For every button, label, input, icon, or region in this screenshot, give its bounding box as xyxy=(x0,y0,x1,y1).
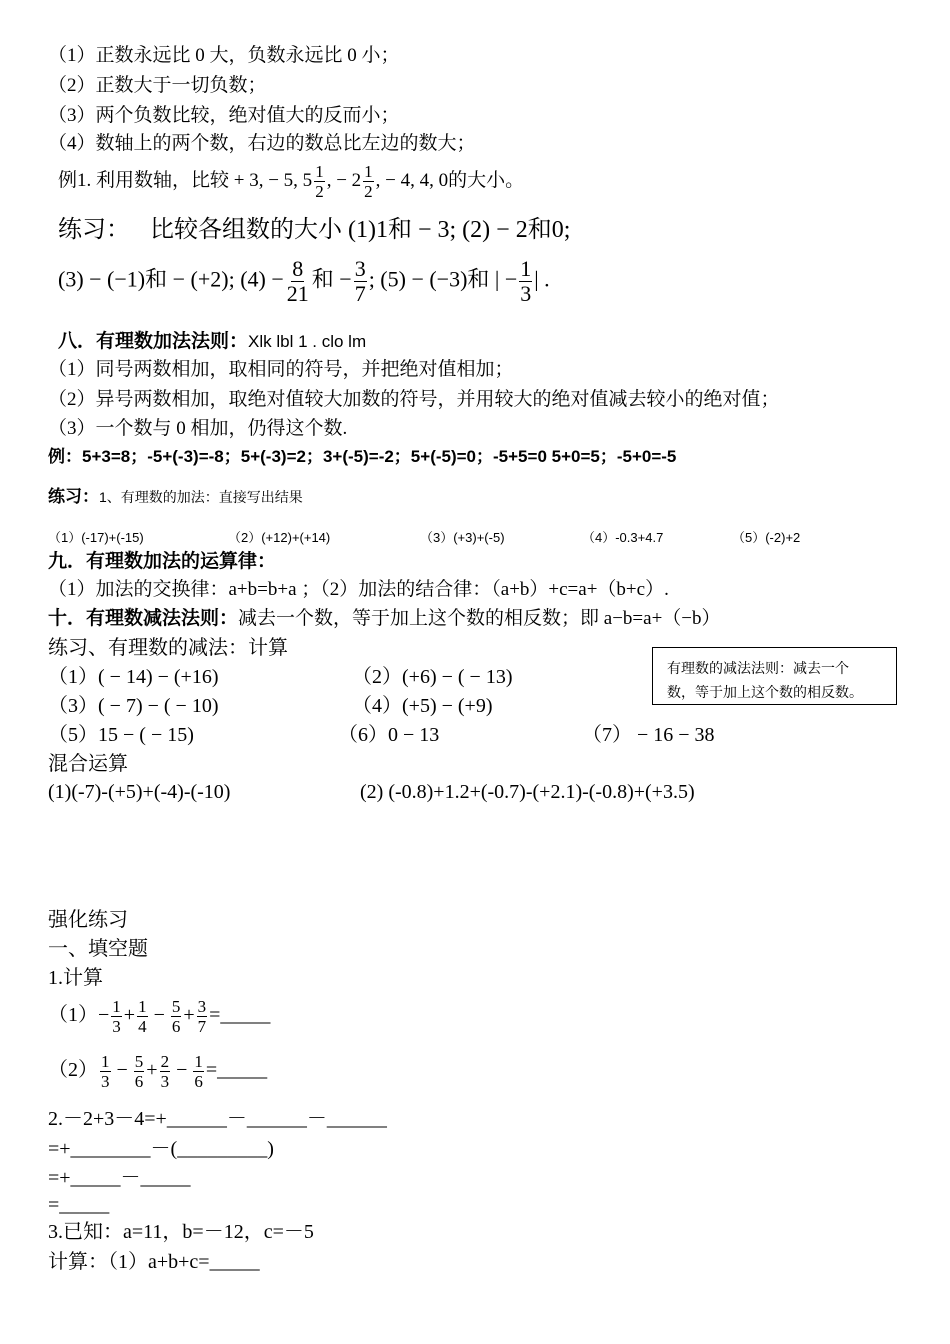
subtraction-item: （2）(+6) − ( − 13) xyxy=(352,666,513,688)
fraction: $\frac{1}{3}$ xyxy=(520,256,532,306)
section-10-heading xyxy=(48,609,721,628)
q2-line: =_____ xyxy=(48,1194,110,1216)
operator: + xyxy=(146,1059,158,1082)
fraction: $\frac{3}{7}$ xyxy=(354,256,366,306)
fill-blank-title: 一、填空题 xyxy=(48,938,148,960)
fraction: $\frac{5}{6}$ xyxy=(134,1052,144,1091)
fraction: $\frac{1}{3}$ xyxy=(101,1052,110,1091)
fraction: $\frac{1}{2}$ xyxy=(364,162,373,201)
practice-1b xyxy=(58,258,550,305)
practice-1b-part: (3) − (−1)和 − (+2); (4) − xyxy=(58,266,284,292)
practice-label: 练习： xyxy=(48,487,99,506)
addition-item: （1）(-17)+(-15) xyxy=(48,530,144,545)
practice-1-text: 比较各组数的大小 (1)1和 − 3; (2) − 2和0; xyxy=(150,217,571,243)
operator: + xyxy=(123,1004,136,1027)
section-8-title: 八．有理数加法法则： xyxy=(58,331,249,352)
fraction: $\frac{1}{4}$ xyxy=(138,997,147,1036)
mixed-q2: (2) (-0.8)+1.2+(-0.7)-(+2.1)-(-0.8)+(+3.5) xyxy=(360,781,695,803)
subtraction-practice-title: 练习、有理数的减法：计算 xyxy=(48,637,288,659)
subtraction-rule-box xyxy=(652,647,897,705)
answer-blank: =_____ xyxy=(209,1004,271,1027)
practice-1b-part: ; (5) − (−3)和 | − xyxy=(368,266,518,292)
q3-given: 3.已知：a=11，b=－12，c=－5 xyxy=(48,1221,314,1243)
watermark-text: Xlk lbl 1 . clo lm xyxy=(248,332,367,351)
q-label: （2） xyxy=(48,1059,98,1082)
fraction: $\frac{2}{3}$ xyxy=(160,1052,170,1091)
rule-line: （1）同号两数相加，取相同的符号，并把绝对值相加； xyxy=(48,359,514,380)
rule-line: （4）数轴上的两个数，右边的数总比左边的数大； xyxy=(48,133,476,154)
addition-item: （3）(+3)+(-5) xyxy=(420,530,505,545)
rule-line: （3）一个数与 0 相加，仍得这个数. xyxy=(48,418,348,439)
fraction: $\frac{8}{21}$ xyxy=(286,256,309,306)
example-1 xyxy=(58,163,524,200)
subtraction-item: （4）(+5) − (+9) xyxy=(352,695,493,717)
subtraction-item: （3）( − 7) − ( − 10) xyxy=(48,695,219,717)
rule-line: （2）异号两数相加，取绝对值较大加数的符号，并用较大的绝对值减去较小的绝对值； xyxy=(48,389,780,410)
answer-blank: =_____ xyxy=(205,1059,268,1082)
subtraction-item: （7） − 16 − 38 xyxy=(582,724,715,746)
q1-part-2 xyxy=(48,1053,267,1090)
q3-calc: 计算：（1）a+b+c=_____ xyxy=(48,1251,260,1273)
example-1-suffix: , − 4, 4, 0的大小。 xyxy=(375,169,525,191)
q1-part-1 xyxy=(48,998,270,1035)
q-label: （1）− xyxy=(48,1004,110,1027)
fraction: $\frac{3}{7}$ xyxy=(197,997,207,1036)
practice-1-label: 练习： xyxy=(58,217,130,243)
practice-text: 1、有理数的加法：直接写出结果 xyxy=(99,489,303,505)
subtraction-item: （1）( − 14) − (+16) xyxy=(48,666,219,688)
addition-example: 例：5+3=8；-5+(-3)=-8；5+(-3)=2；3+(-5)=-2；5+(-5)=0；-5+5=0 5+0=5；-5+0=-5 xyxy=(48,447,677,466)
fraction: $\frac{1}{2}$ xyxy=(315,162,324,201)
practice-1b-part: 和 − xyxy=(311,266,352,292)
q1-title: 1.计算 xyxy=(48,967,103,989)
section-8-heading xyxy=(58,332,366,351)
section-10-text: 减去一个数，等于加上这个数的相反数；即 a−b=a+（−b） xyxy=(238,608,721,629)
operator: − xyxy=(176,1059,188,1082)
rule-line: （2）正数大于一切负数； xyxy=(48,75,267,96)
rule-line: （3）两个负数比较，绝对值大的反而小； xyxy=(48,105,400,126)
practice-1 xyxy=(58,218,570,242)
section-9-text: （1）加法的交换律：a+b=b+a ；（2）加法的结合律：（a+b）+c=a+（b+c）. xyxy=(48,579,669,600)
example-1-prefix: 例1. 利用数轴，比较 + 3, − 5, 5 xyxy=(58,169,313,191)
mixed-title: 混合运算 xyxy=(48,753,128,775)
section-10-title: 十．有理数减法法则： xyxy=(48,608,239,629)
example-1-mid: , − 2 xyxy=(326,169,362,191)
box-line: 数，等于加上这个数的相反数。 xyxy=(667,684,863,700)
operator: − xyxy=(153,1004,165,1027)
subtraction-item: （5）15 − ( − 15) xyxy=(48,724,194,746)
practice-1b-part: | . xyxy=(534,266,550,292)
operator: − xyxy=(116,1059,128,1082)
operator: + xyxy=(183,1004,195,1027)
addition-practice xyxy=(48,488,303,506)
rule-line: （1）正数永远比 0 大，负数永远比 0 小； xyxy=(48,45,400,66)
section-9-heading: 九．有理数加法的运算律： xyxy=(48,551,277,572)
fraction: $\frac{1}{6}$ xyxy=(194,1052,203,1091)
box-line: 有理数的减法法则：减去一个 xyxy=(667,660,849,676)
strengthen-title: 强化练习 xyxy=(48,909,128,931)
subtraction-item: （6）0 − 13 xyxy=(338,724,440,746)
mixed-q1: (1)(-7)-(+5)+(-4)-(-10) xyxy=(48,781,231,803)
q2-line: =+________－(_________) xyxy=(48,1138,274,1160)
addition-item: （4）-0.3+4.7 xyxy=(582,530,664,545)
addition-item: （5）(-2)+2 xyxy=(732,530,801,545)
q2-line: 2.－2+3－4=+______－______－______ xyxy=(48,1108,387,1130)
fraction: $\frac{1}{3}$ xyxy=(112,997,121,1036)
fraction: $\frac{5}{6}$ xyxy=(171,997,181,1036)
addition-item: （2）(+12)+(+14) xyxy=(228,530,331,545)
q2-line: =+_____－_____ xyxy=(48,1167,191,1189)
